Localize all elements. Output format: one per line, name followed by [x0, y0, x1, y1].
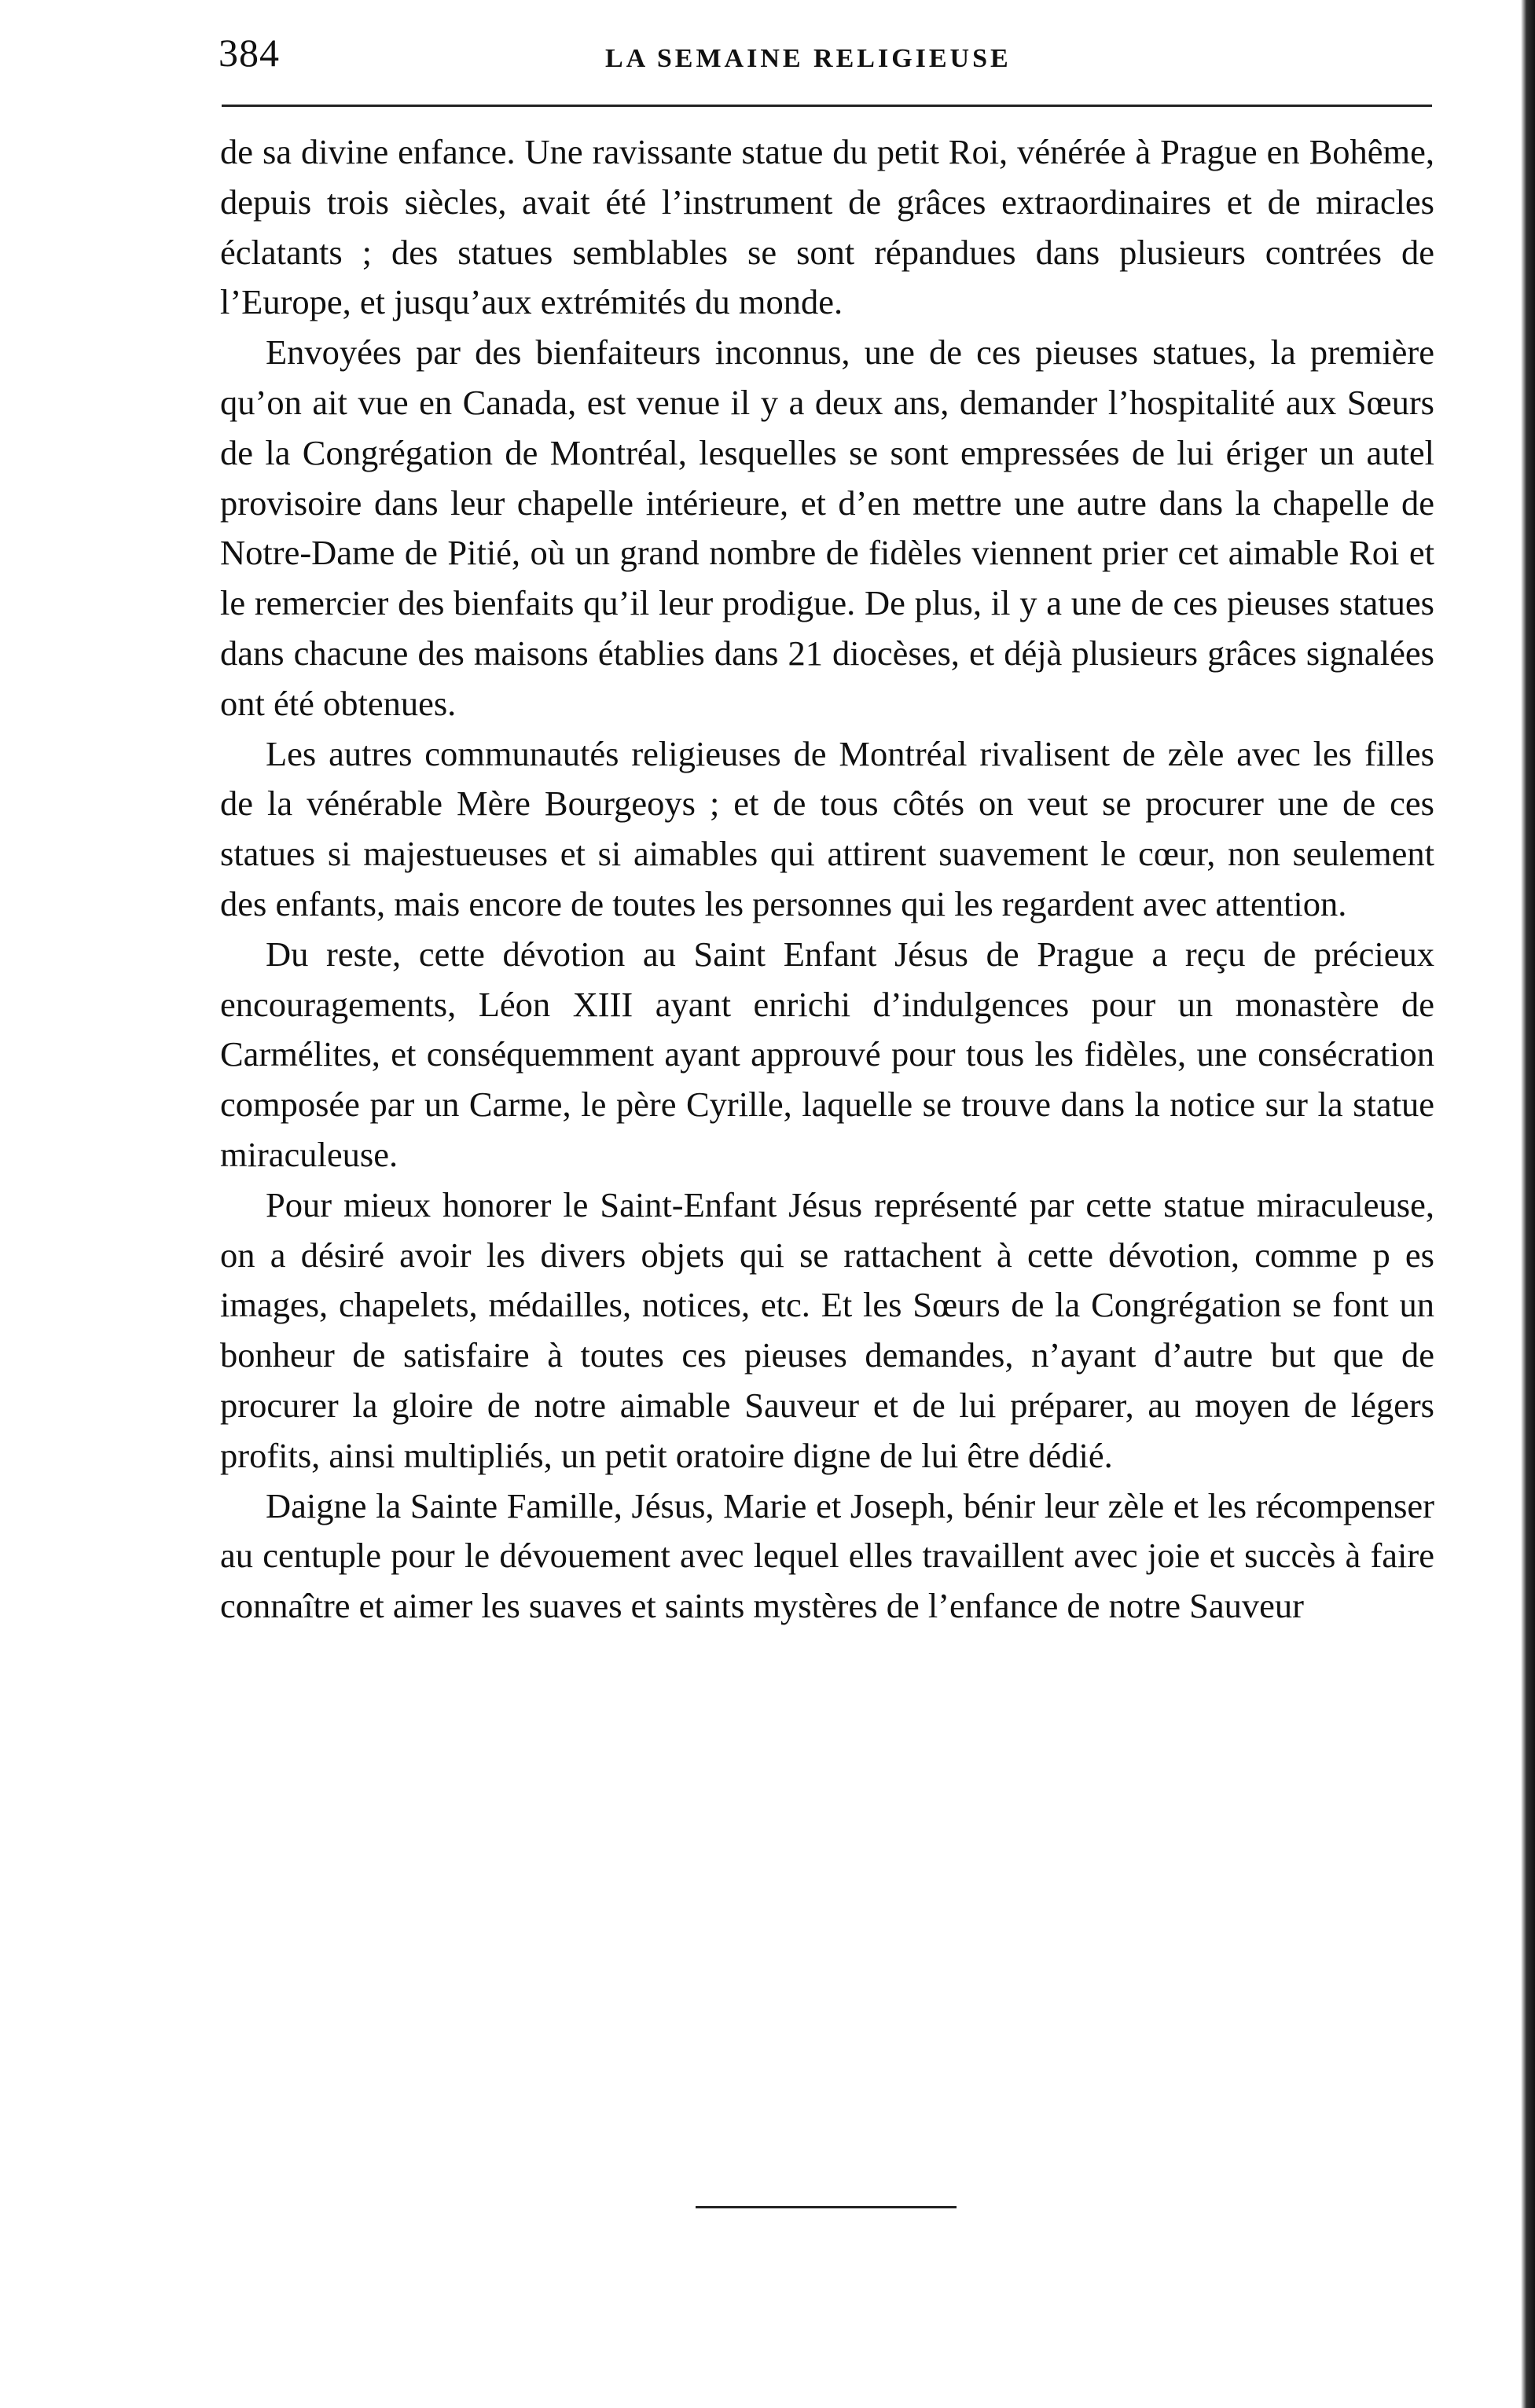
paragraph-6: Daigne la Sainte Famille, Jésus, Marie et Joseph, bénir leur zèle et les récompenser au centuple pour le dévouement avec lequel elles travaillent avec joie et succès à faire connaître et aimer les suaves et saints mystères de l’enfance de notre Sauveur	[220, 1485, 1434, 1626]
paragraph-1: de sa divine enfance. Une ravissante statue du petit Roi, vénérée à Prague en Bohême, depuis trois siècles, avait été l’instrument de grâces extraordinaires et de miracles éclatants ; des statues semblables se sont répandues dans plusieurs contrées de l’Europe, et jusqu’aux extrémités du monde.	[220, 132, 1434, 322]
paragraph-3: Les autres communautés religieuses de Montréal rivalisent de zèle avec les filles de la vénérable Mère Bourgeoys ; et de tous côtés on veut se procurer une de ces statues si majestueuses et si aimables qui attirent suavement le cœur, non seulement des enfants, mais encore de toutes les personnes qui les regardent avec attention.	[220, 733, 1434, 923]
article-body	[220, 127, 1434, 1632]
paragraph-2: Envoyées par des bienfaiteurs inconnus, une de ces pieuses statues, la première qu’on ait vue en Canada, est venue il y a deux ans, demander l’hospitalité aux Sœurs de la Congrégation de Montréal, lesquelles se sont empressées de lui ériger un autel provisoire dans leur chapelle intérieure, et d’en mettre une autre dans la chapelle de Notre-Dame de Pitié, où un grand nombre de fidèles viennent prier cet aimable Roi et le remercier des bienfaits qu’il leur prodigue. De plus, il y a une de ces pieuses statues dans chacune des maisons établies dans 21 diocèses, et déjà plusieurs grâces signalées ont été obtenues.	[220, 332, 1434, 723]
end-rule	[696, 2206, 957, 2208]
header-rule	[222, 105, 1432, 107]
page-number: 384	[218, 31, 280, 75]
scan-edge-border	[1521, 0, 1535, 2408]
paragraph-5: Pour mieux honorer le Saint-Enfant Jésus représenté par cette statue miraculeuse, on a désiré avoir les divers objets qui se rattachent à cette dévotion, comme p es images, chapelets, médailles, notices, etc. Et les Sœurs de la Congrégation se font un bonheur de satisfaire à toutes ces pieuses demandes, n’ayant d’autre but que de procurer la gloire de notre aimable Sauveur et de lui préparer, au moyen de légers profits, ainsi multipliés, un petit oratoire digne de lui être dédié.	[220, 1184, 1434, 1475]
running-title: LA SEMAINE RELIGIEUSE	[605, 44, 1012, 73]
paragraph-4: Du reste, cette dévotion au Saint Enfant Jésus de Prague a reçu de précieux encouragements, Léon XIII ayant enrichi d’indulgences pour un monastère de Carmélites, et conséquemment ayant approuvé pour tous les fidèles, une consécration composée par un Carme, le père Cyrille, laquelle se trouve dans la notice sur la statue miraculeuse.	[220, 934, 1434, 1174]
